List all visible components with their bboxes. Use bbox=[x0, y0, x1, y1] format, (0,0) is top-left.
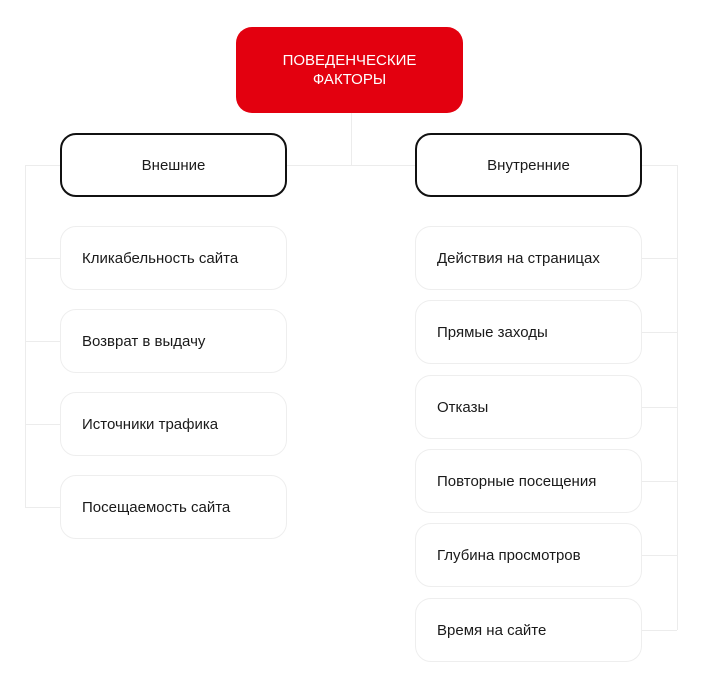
connector bbox=[351, 113, 352, 165]
left-item: Возврат в выдачу bbox=[60, 309, 287, 373]
connector bbox=[25, 424, 60, 425]
right-category-node: Внутренние bbox=[415, 133, 642, 197]
left-item: Источники трафика bbox=[60, 392, 287, 456]
root-title-line: ФАКТОРЫ bbox=[312, 71, 387, 88]
left-category-node: Внешние bbox=[60, 133, 287, 197]
right-item: Время на сайте bbox=[415, 598, 642, 662]
connector bbox=[642, 258, 677, 259]
connector bbox=[642, 630, 677, 631]
left-item: Кликабельность сайта bbox=[60, 226, 287, 290]
right-item: Глубина просмотров bbox=[415, 523, 642, 587]
connector bbox=[25, 341, 60, 342]
connector bbox=[25, 258, 60, 259]
root-title-line: ПОВЕДЕНЧЕСКИЕ bbox=[282, 52, 417, 69]
connector bbox=[642, 481, 677, 482]
connector bbox=[642, 407, 677, 408]
right-item: Действия на страницах bbox=[415, 226, 642, 290]
connector bbox=[677, 165, 678, 630]
right-item: Прямые заходы bbox=[415, 300, 642, 364]
root-node bbox=[236, 27, 463, 113]
connector bbox=[25, 507, 60, 508]
right-item: Повторные посещения bbox=[415, 449, 642, 513]
connector bbox=[642, 555, 677, 556]
connector bbox=[642, 332, 677, 333]
right-item: Отказы bbox=[415, 375, 642, 439]
connector bbox=[25, 165, 26, 508]
left-item: Посещаемость сайта bbox=[60, 475, 287, 539]
